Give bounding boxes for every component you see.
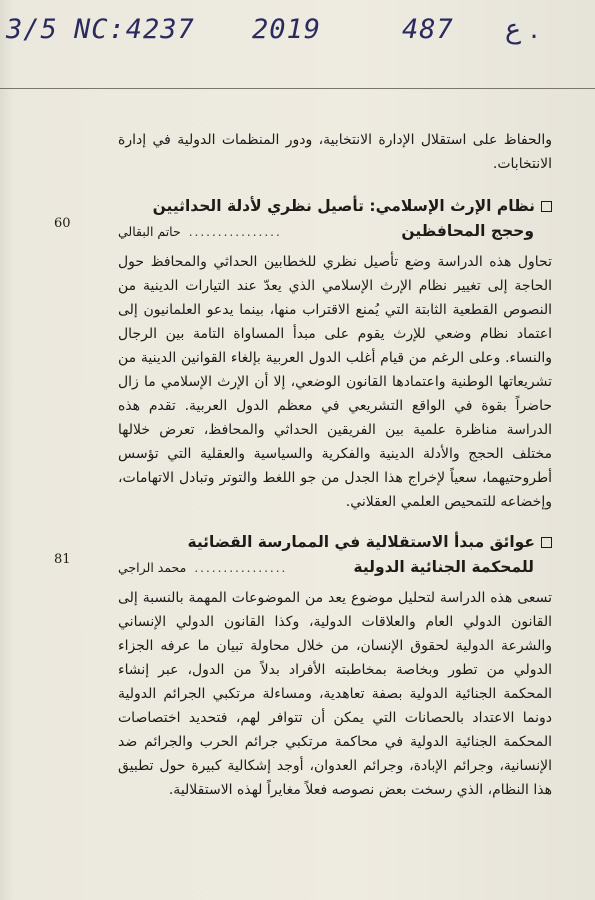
article-title — [118, 530, 552, 554]
article-meta — [118, 224, 282, 239]
article-page-number: 60 — [54, 216, 71, 231]
article-title-line1: نظام الإرث الإسلامي: تأصيل نظري لأدلة الحداثيين — [152, 197, 535, 215]
contents-body — [54, 128, 552, 818]
article-author: محمد الراجي — [118, 560, 187, 575]
bullet-box-icon — [541, 201, 552, 212]
intro-paragraph: والحفاظ على استقلال الإدارة الانتخابية، ودور المنظمات الدولية في إدارة الانتخابات. — [118, 132, 552, 172]
leader-dots: ................ — [194, 561, 288, 575]
top-rule — [0, 88, 595, 89]
article-meta — [118, 560, 287, 575]
handwritten-letter: ع . — [505, 14, 539, 45]
article-author: حاتم البقالي — [118, 224, 181, 239]
article-entry — [54, 194, 552, 514]
article-title-line2: للمحكمة الجنائية الدولية — [353, 558, 534, 576]
handwritten-fraction: 3/5 — [6, 14, 58, 45]
article-abstract: تسعى هذه الدراسة لتحليل موضوع يعد من الموضوعات المهمة بالنسبة إلى القانون الدولي العام والعلاقات الدولية، وكذا القانون الدولي الإنساني والشرعة الدولية لحقوق الإنسان، من خلال محاولة تبيان ما عرفه الجزاء الدولي من تطور وبخاصة بمخاطبته الأفراد بدلاً من الدول، عبر إنشاء المحكمة الجنائية الدولية بصفة تعاهدية، ومساءلة مرتكبي الجرائم الدولية دونما الاعتداد بالحصانات التي يمكن أن تتوافر لهم، فتحديد اختصاصات المحكمة الجنائية الدولية في محاكمة مرتكبي جرائم الحرب والجرائم ضد الإنسانية، وجرائم الإبادة، وجرائم العدوان، أوجد إشكالية كبيرة حول تطبيق هذا النظام، الذي رسخت بعض نصوصه فعلاً مغايراً لهذه الاستقلالية. — [118, 590, 552, 798]
handwritten-annotations — [0, 8, 595, 56]
article-title-line2: وحجج المحافظين — [401, 222, 534, 240]
leader-dots: ................ — [188, 225, 282, 239]
handwritten-reference: NC:4237 — [74, 14, 195, 45]
article-entry — [54, 530, 552, 802]
bullet-box-icon — [541, 537, 552, 548]
handwritten-year: 2019 — [252, 14, 322, 45]
article-title-row — [118, 558, 534, 576]
article-title-row — [118, 222, 534, 240]
article-title — [118, 194, 552, 218]
article-title-line1: عوائق مبدأ الاستقلالية في الممارسة القضائية — [187, 533, 535, 551]
article-page-number: 81 — [54, 552, 71, 567]
article-abstract: تحاول هذه الدراسة وضع تأصيل نظري للخطابين الحداثي والمحافظ حول الحاجة إلى تغيير نظام الإرث الإسلامي الذي يعدّ عند التيارات الدينية من النصوص القطعية الثابتة التي يُمنع الاقتراب منها، بينما يدعو العلمانيون إلى اعتماد نظام وضعي للإرث يقوم على مبدأ المساواة التامة بين الرجال والنساء. وعلى الرغم من قيام أغلب الدول العربية بإلغاء القوانين الدينية من تشريعاتها الوطنية واعتمادها القانون الوضعي، إلا أن الإرث الإسلامي ما زال حاضراً بقوة في الواقع التشريعي في معظم الدول العربية. تقدم هذه الدراسة مناظرة علمية بين الفريقين الحداثي والمحافظ، تعرض خلالها مختلف الحجج والأدلة الدينية والفكرية والسياسية والعقلية التي تؤسس أطروحتيهما، سعياً لإخراج هذا الجدل من جو اللغط والتوتر وتبادل الاتهامات، وإخضاعه للتمحيص العلمي العقلاني. — [118, 254, 552, 510]
handwritten-number: 487 — [402, 14, 454, 45]
